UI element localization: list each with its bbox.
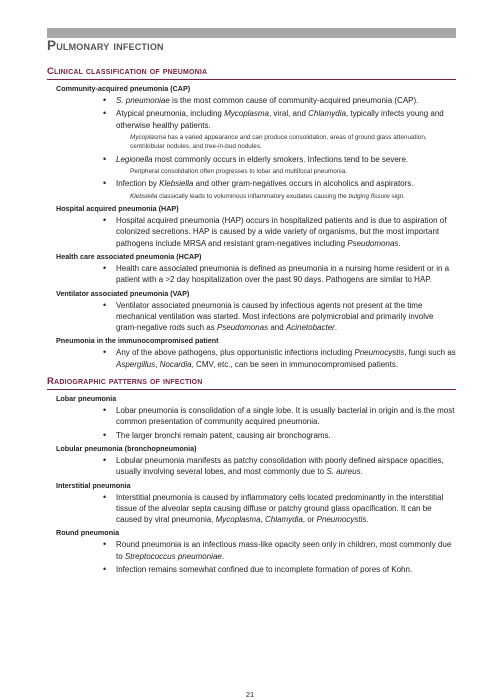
bullet-item: • S. pneumoniae is the most common cause of community-acquired pneumonia (CAP). bbox=[116, 95, 456, 106]
bullet-item: • Infection by Klebsiella and other gram-negatives occurs in alcoholics and aspirators. bbox=[116, 178, 456, 189]
bullet-list bbox=[47, 95, 456, 201]
bullet-item: • Lobar pneumonia is consolidation of a single lobe. It is usually bacterial in origin and is the most common presentation of community acquired pneumonia. bbox=[116, 405, 456, 428]
subsection-heading: Ventilator associated pneumonia (VAP) bbox=[56, 288, 190, 298]
subsection-heading: Hospital acquired pneumonia (HAP) bbox=[56, 204, 179, 214]
bullet-item: • Hospital acquired pneumonia (HAP) occurs in hospitalized patients and is due to aspiration of colonized secretions. HAP is caused by a wide variety of organisms, but the most important pathogens include MRSA and resistant gram-negatives including Pseudomonas. bbox=[116, 215, 456, 249]
section-title: Clinical classification of pneumonia bbox=[47, 66, 456, 80]
bullet-note: Klebsiella classically leads to voluminous inflammatory exudates causing the bulging fissure sign. bbox=[130, 192, 405, 200]
bullet-item: • Any of the above pathogens, plus opportunistic infections including Pneumocystis, fungi such as Aspergillus, Nocardia, CMV, etc., can be seen in immunocompromised patients. bbox=[116, 347, 456, 370]
header-bar bbox=[47, 28, 456, 38]
bullet-item: • Ventilator associated pneumonia is caused by infectious agents not present at the time mechanical ventilation was started. Most infections are polymicrobial and primarily involve gram-negative rods such as Pseudomonas and Acinetobacter. bbox=[116, 300, 456, 334]
bullet-list bbox=[47, 405, 456, 441]
bullet-item: • Legionella most commonly occurs in elderly smokers. Infections tend to be severe. bbox=[116, 154, 456, 165]
bullet-list bbox=[47, 347, 456, 370]
subsection-heading: Pneumonia in the immunocompromised patient bbox=[56, 336, 219, 346]
bullet-item: • Round pneumonia is an infectious mass-like opacity seen only in children, most commonly due to Streptococcus pneumoniae. bbox=[116, 539, 456, 562]
bullet-list bbox=[47, 492, 456, 526]
bullet-item: • Infection remains somewhat confined due to incomplete formation of pores of Kohn. bbox=[116, 564, 456, 575]
page-content bbox=[47, 66, 456, 577]
bullet-note: Peripheral consolidation often progresses to lobar and multifocal pneumonia. bbox=[130, 168, 348, 175]
bullet-list bbox=[47, 539, 456, 575]
subsection-heading: Lobular pneumonia (bronchopneumonia) bbox=[56, 443, 197, 453]
subsection-heading: Round pneumonia bbox=[56, 528, 120, 538]
subsection-heading: Health care associated pneumonia (HCAP) bbox=[56, 252, 202, 261]
bullet-note: Mycoplasma has a varied appearance and can produce consolidation, areas of ground glass attenuation, centrilobular nodules, and tree-in-bud nodules. bbox=[130, 133, 427, 151]
bullet-list bbox=[47, 263, 456, 286]
bullet-item: • Atypical pneumonia, including Mycoplasma, viral, and Chlamydia, typically infects young and otherwise healthy patients. bbox=[116, 108, 456, 131]
chapter-title: Pulmonary infection bbox=[47, 38, 164, 53]
subsection-heading: Interstitial pneumonia bbox=[56, 480, 131, 490]
bullet-item: • Lobular pneumonia manifests as patchy consolidation with poorly defined airspace opacities, usually involving several lobes, and most commonly due to S. aureus. bbox=[116, 455, 456, 478]
page-number: 21 bbox=[245, 690, 255, 699]
bullet-item: • Interstitial pneumonia is caused by inflammatory cells located predominantly in the interstitial tissue of the alveolar septa causing diffuse or patchy ground glass opacification. It can be caused by viral pneumonia, Mycoplasma, Chlamydia, or Pneumocystis. bbox=[116, 492, 456, 526]
bullet-list bbox=[47, 455, 456, 478]
bullet-list bbox=[47, 300, 456, 334]
section-title: Radiographic patterns of infection bbox=[47, 376, 456, 390]
bullet-list bbox=[47, 215, 456, 249]
bullet-item: • The larger bronchi remain patent, causing air bronchograms. bbox=[116, 430, 456, 441]
subsection-heading: Community-acquired pneumonia (CAP) bbox=[56, 84, 191, 93]
bullet-item: • Health care associated pneumonia is defined as pneumonia in a nursing home resident or in a patient with a >2 day hospitalization over the past 90 days. Pathogens are similar to HAP. bbox=[116, 263, 456, 286]
subsection-heading: Lobar pneumonia bbox=[56, 394, 117, 404]
